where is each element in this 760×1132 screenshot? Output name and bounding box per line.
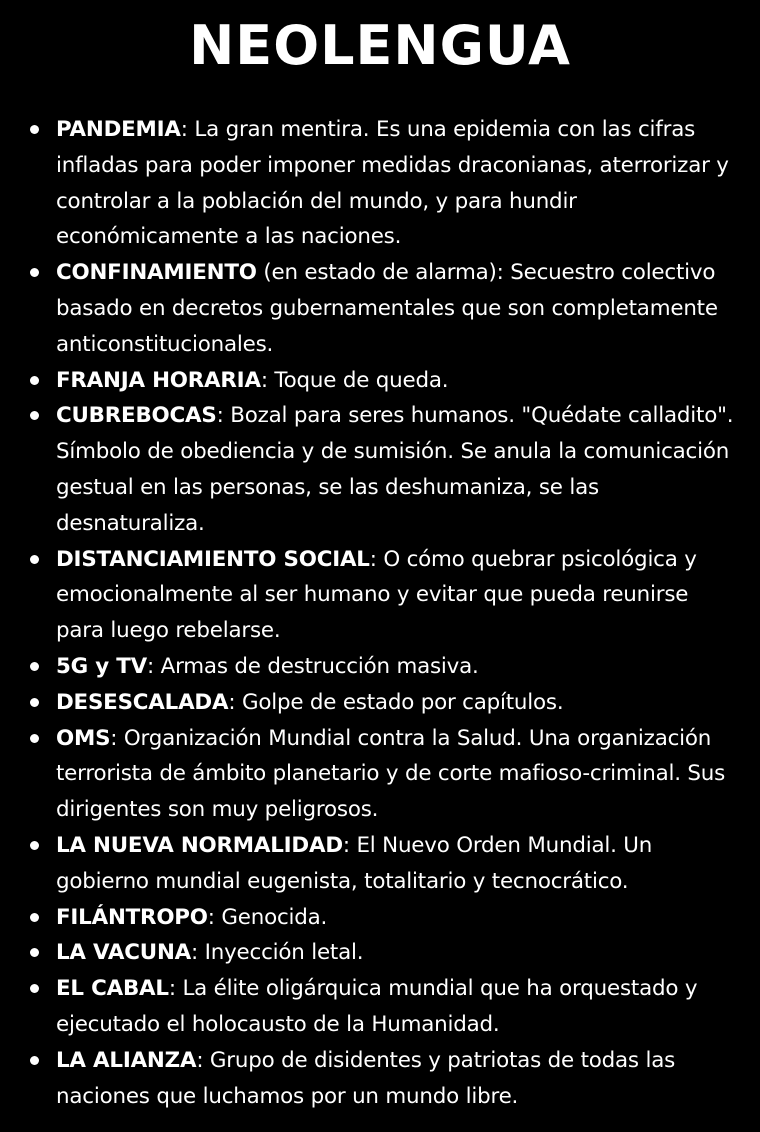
glossary-definition: : Inyección letal. xyxy=(191,940,364,966)
glossary-term: LA ALIANZA xyxy=(56,1047,197,1073)
glossary-term: FILÁNTROPO xyxy=(56,904,208,930)
glossary-item-franja-horaria xyxy=(28,363,738,399)
bullet-icon xyxy=(30,555,39,564)
glossary-item-nueva-normalidad xyxy=(28,828,738,900)
bullet-icon xyxy=(30,1056,39,1065)
glossary-item-cabal xyxy=(28,971,738,1043)
glossary-term: DESESCALADA xyxy=(56,689,229,715)
glossary-term: LA NUEVA NORMALIDAD xyxy=(56,832,343,858)
glossary-definition: : O cómo quebrar psicológica y emocionalmente al ser humano y evitar que pueda reunirse para luego rebelarse. xyxy=(56,546,697,644)
glossary-definition: : Genocida. xyxy=(207,904,328,930)
glossary-definition: : Bozal para seres humanos. "Quédate calladito". Símbolo de obediencia y de sumisión. Se anula la comunicación gestual en las personas, se las deshumaniza, se las desnaturaliza. xyxy=(56,403,734,536)
glossary-item-oms xyxy=(28,721,738,828)
glossary-item-cubrebocas xyxy=(28,398,738,541)
bullet-icon xyxy=(30,268,39,277)
glossary-term: OMS xyxy=(56,725,111,751)
glossary-definition: : Armas de destrucción masiva. xyxy=(147,653,479,679)
page-title: NEOLENGUA xyxy=(189,14,571,77)
bullet-icon xyxy=(30,913,39,922)
glossary-item-alianza xyxy=(28,1043,738,1115)
glossary-term: FRANJA HORARIA xyxy=(56,367,261,393)
bullet-icon xyxy=(30,734,39,743)
glossary-item-confinamiento xyxy=(28,255,738,362)
glossary-definition: : La élite oligárquica mundial que ha orquestado y ejecutado el holocausto de la Humanidad. xyxy=(56,976,698,1037)
glossary-item-filantropo xyxy=(28,900,738,936)
bullet-icon xyxy=(30,125,39,134)
glossary-item-vacuna xyxy=(28,935,738,971)
glossary-definition: : Toque de queda. xyxy=(260,367,449,393)
bullet-icon xyxy=(30,984,39,993)
glossary-term: 5G y TV xyxy=(56,653,148,679)
bullet-icon xyxy=(30,948,39,957)
glossary-list xyxy=(28,112,738,1114)
glossary-definition: : El Nuevo Orden Mundial. Un gobierno mundial eugenista, totalitario y tecnocrático. xyxy=(56,832,653,894)
glossary-term: EL CABAL xyxy=(56,976,169,1002)
bullet-icon xyxy=(30,841,39,850)
glossary-definition: : La gran mentira. Es una epidemia con las cifras infladas para poder imponer medidas draconianas, aterrorizar y controlar a la población del mundo, y para hundir económicamente a las naciones. xyxy=(56,117,729,250)
bullet-icon xyxy=(30,662,39,671)
glossary-definition: : Golpe de estado por capítulos. xyxy=(228,689,564,715)
glossary-term: LA VACUNA xyxy=(56,940,192,966)
glossary-item-pandemia xyxy=(28,112,738,255)
glossary-term: PANDEMIA xyxy=(56,117,181,142)
glossary-item-desescalada xyxy=(28,685,738,721)
bullet-icon xyxy=(30,698,39,707)
bullet-icon xyxy=(30,411,39,420)
glossary-item-distanciamiento-social xyxy=(28,542,738,649)
glossary-item-5g-tv xyxy=(28,649,738,685)
bullet-icon xyxy=(30,376,39,385)
glossary-term: DISTANCIAMIENTO SOCIAL xyxy=(56,546,370,572)
glossary-term: CONFINAMIENTO xyxy=(56,260,257,286)
glossary-definition: (en estado de alarma): Secuestro colectivo basado en decretos gubernamentales que son completamente anticonstitucionales. xyxy=(56,260,718,357)
glossary-definition: : Grupo de disidentes y patriotas de todas las naciones que luchamos por un mundo libre. xyxy=(56,1047,676,1109)
glossary-term: CUBREBOCAS xyxy=(56,403,217,429)
glossary-definition: : Organización Mundial contra la Salud. Una organización terrorista de ámbito planetario y de corte mafioso-criminal. Sus dirigentes son muy peligrosos. xyxy=(56,725,726,823)
